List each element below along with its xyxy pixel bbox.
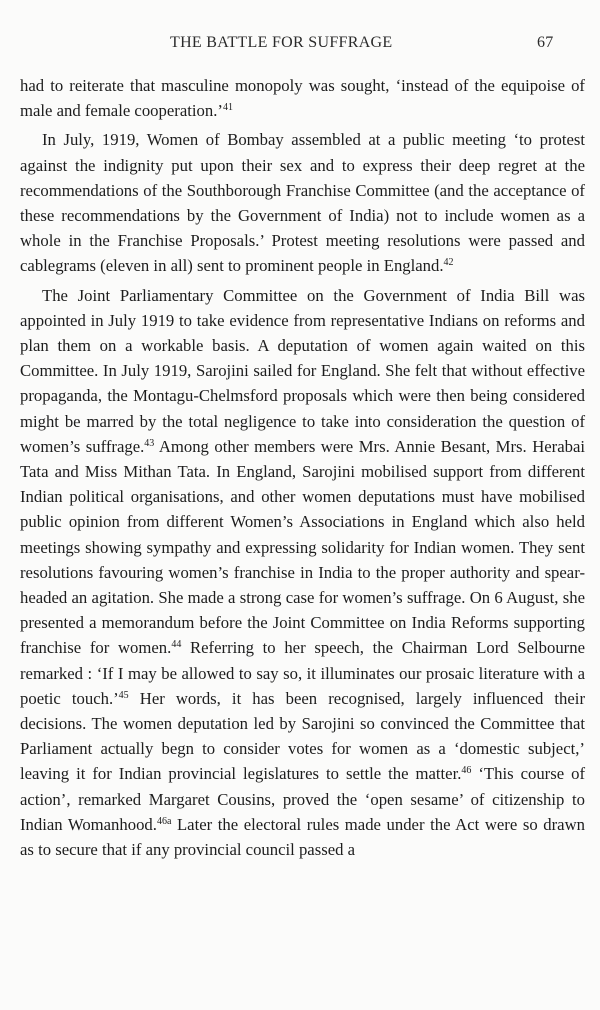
- footnote-marker: 44: [171, 639, 182, 651]
- text-run: Later the electoral rules made under the Act were so drawn as to secure that if any provincial council passed a: [20, 814, 585, 860]
- page-number: 67: [537, 34, 554, 51]
- running-head: [0, 34, 600, 56]
- text-run: ‘This course of action’, remarked Margaret Cousins, proved the ‘open sesame’ of citizenship to Indian Womanhood.: [20, 764, 585, 834]
- text-run: Referring to her speech, the Chairman Lord Selbourne remarked : ‘If I may be allowed to say so, it illuminates our prosaic literature with a poetic touch.’: [20, 638, 585, 708]
- footnote-marker: 46: [461, 765, 472, 777]
- paragraph: [20, 127, 585, 278]
- body-text: [20, 73, 585, 862]
- paragraph: [20, 283, 585, 863]
- footnote-marker: 43: [144, 437, 155, 449]
- footnote-marker: 45: [118, 689, 129, 701]
- text-run: had to reiterate that masculine monopoly was sought, ‘instead of the equipoise of male and female cooperation.’: [20, 76, 585, 121]
- text-run: Her words, it has been recognised, largely influenced their decisions. The women deputation led by Sarojini so convinced the Committee that Parliament actually begn to consider votes for women as a ‘domestic subject,’ leaving it for Indian provincial legislatures to settle the matter.: [20, 688, 585, 784]
- text-run: In July, 1919, Women of Bombay assembled at a public meeting ‘to protest against the indignity put upon their sex and to express their deep regret at the recommendations of the Southborough Franchise Committee (and the acceptance of these recommendations by the Government of India) not to include women as a whole in the Franchise Proposals.’ Protest meeting resolutions were passed and cablegrams (eleven in all) sent to prominent people in England.: [20, 130, 585, 276]
- text-run: The Joint Parliamentary Committee on the Government of India Bill was appointed in July 1919 to take evidence from representative Indians on reforms and plan them on a workable basis. A deputation of women again waited on this Committee. In July 1919, Sarojini sailed for England. She felt that without effective propaganda, the Montagu-Chelmsford proposals which were then being considered might be marred by the total negligence to take into consideration the question of women’s suffrage.: [20, 285, 585, 456]
- footnote-marker: 46a: [156, 815, 172, 827]
- running-title: THE BATTLE FOR SUFFRAGE: [170, 34, 393, 51]
- paragraph: [20, 73, 585, 123]
- footnote-marker: 41: [222, 102, 233, 114]
- footnote-marker: 42: [443, 257, 454, 269]
- text-run: Among other members were Mrs. Annie Besant, Mrs. Herabai Tata and Miss Mithan Tata. In England, Sarojini mobilised support from different Indian political organisations, and other women deputations must have mobilised public opinion from different Women’s Associations in England which also held meetings showing sympathy and expressing solidarity for Indian women. They sent resolutions favouring women’s franchise in India to the proper authority and spear-headed an agitation. She made a strong case for women’s suffrage. On 6 August, she presented a memorandum before the Joint Committee on India Reforms supporting franchise for women.: [20, 436, 585, 658]
